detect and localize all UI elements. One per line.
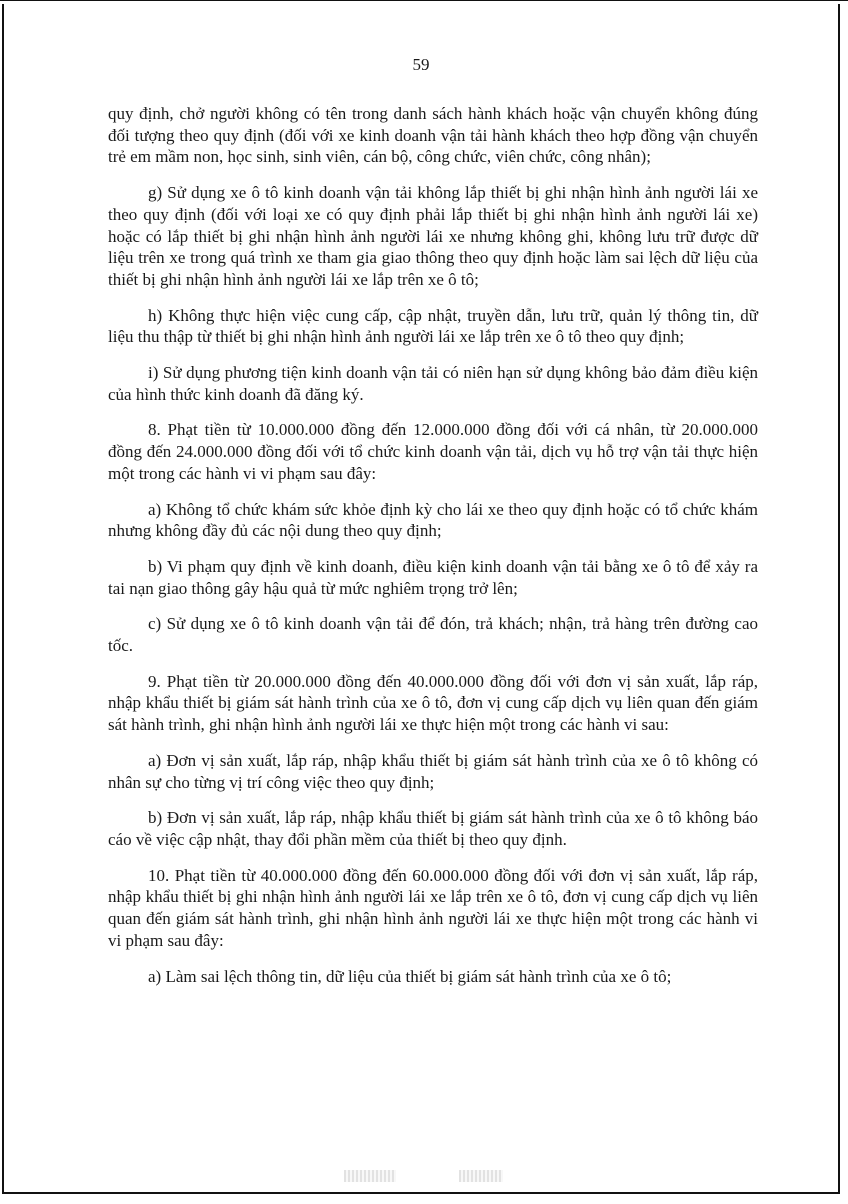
paragraph-item-g: g) Sử dụng xe ô tô kinh doanh vận tải không lắp thiết bị ghi nhận hình ảnh người lái xe theo quy định (đối với loại xe có quy định phải lắp thiết bị ghi nhận hình ảnh người lái xe) hoặc có lắp thiết bị ghi nhận hình ảnh người lái xe nhưng không ghi, không lưu trữ được dữ liệu trên xe trong quá trình xe tham gia giao thông theo quy định hoặc làm sai lệch dữ liệu của thiết bị ghi nhận hình ảnh người lái xe lắp trên xe ô tô;: [108, 183, 758, 289]
paragraph-clause-10-a: a) Làm sai lệch thông tin, dữ liệu của thiết bị giám sát hành trình của xe ô tô;: [148, 966, 672, 986]
paragraph-clause-8-b: b) Vi phạm quy định về kinh doanh, điều kiện kinh doanh vận tải bằng xe ô tô để xảy ra tai nạn giao thông gây hậu quả từ mức nghiêm trọng trở lên;: [108, 556, 758, 598]
paragraph-clause-9: 9. Phạt tiền từ 20.000.000 đồng đến 40.000.000 đồng đối với đơn vị sản xuất, lắp ráp, nhập khẩu thiết bị giám sát hành trình của xe ô tô, đơn vị cung cấp dịch vụ liên quan đến giám sát hành trình, ghi nhận hình ảnh người lái xe thực hiện một trong các hành vi sau:: [108, 671, 758, 735]
paragraph-item-i: i) Sử dụng phương tiện kinh doanh vận tải có niên hạn sử dụng không bảo đảm điều kiện của hình thức kinh doanh đã đăng ký.: [108, 363, 758, 404]
paragraph-clause-10: 10. Phạt tiền từ 40.000.000 đồng đến 60.000.000 đồng đối với đơn vị sản xuất, lắp ráp, nhập khẩu thiết bị ghi nhận hình ảnh người lái xe lắp trên xe ô tô, đơn vị cung cấp dịch vụ liên quan đến giám sát hành trình, ghi nhận hình ảnh người lái xe thực hiện một trong các hành vi vi phạm sau đây:: [108, 865, 758, 950]
paragraph-clause-9-a: a) Đơn vị sản xuất, lắp ráp, nhập khẩu thiết bị giám sát hành trình của xe ô tô không có nhân sự cho từng vị trí công việc theo quy định;: [108, 750, 758, 792]
paragraph-continuation: quy định, chở người không có tên trong danh sách hành khách hoặc vận chuyển không đúng đối tượng theo quy định (đối với xe kinh doanh vận tải hành khách theo hợp đồng vận chuyển trẻ em mầm non, học sinh, sinh viên, cán bộ, công chức, viên chức, công nhân);: [108, 104, 758, 167]
paragraph-clause-8: 8. Phạt tiền từ 10.000.000 đồng đến 12.000.000 đồng đối với cá nhân, từ 20.000.000 đồng đến 24.000.000 đồng đối với tổ chức kinh doanh vận tải, dịch vụ hỗ trợ vận tải thực hiện một trong các hành vi vi phạm sau đây:: [108, 420, 758, 483]
document-page: [2, 4, 840, 1194]
scan-artifact: [344, 1170, 396, 1182]
paragraph-item-h: h) Không thực hiện việc cung cấp, cập nhật, truyền dẫn, lưu trữ, quản lý thông tin, dữ liệu thu thập từ thiết bị ghi nhận hình ảnh người lái xe lắp trên xe ô tô theo quy định;: [108, 305, 758, 347]
scan-artifact: [459, 1170, 503, 1182]
paragraph-clause-8-c: c) Sử dụng xe ô tô kinh doanh vận tải để đón, trả khách; nhận, trả hàng trên đường cao tốc.: [108, 614, 758, 656]
paragraph-clause-8-a: a) Không tổ chức khám sức khỏe định kỳ cho lái xe theo quy định hoặc có tổ chức khám nhưng không đầy đủ các nội dung theo quy định;: [108, 499, 758, 541]
document-body: [108, 103, 758, 1001]
page-number: 59: [412, 55, 430, 74]
scan-top-border: [0, 0, 848, 1]
paragraph-clause-9-b: b) Đơn vị sản xuất, lắp ráp, nhập khẩu thiết bị giám sát hành trình của xe ô tô không báo cáo về việc cập nhật, thay đổi phần mềm của thiết bị theo quy định.: [108, 808, 758, 849]
